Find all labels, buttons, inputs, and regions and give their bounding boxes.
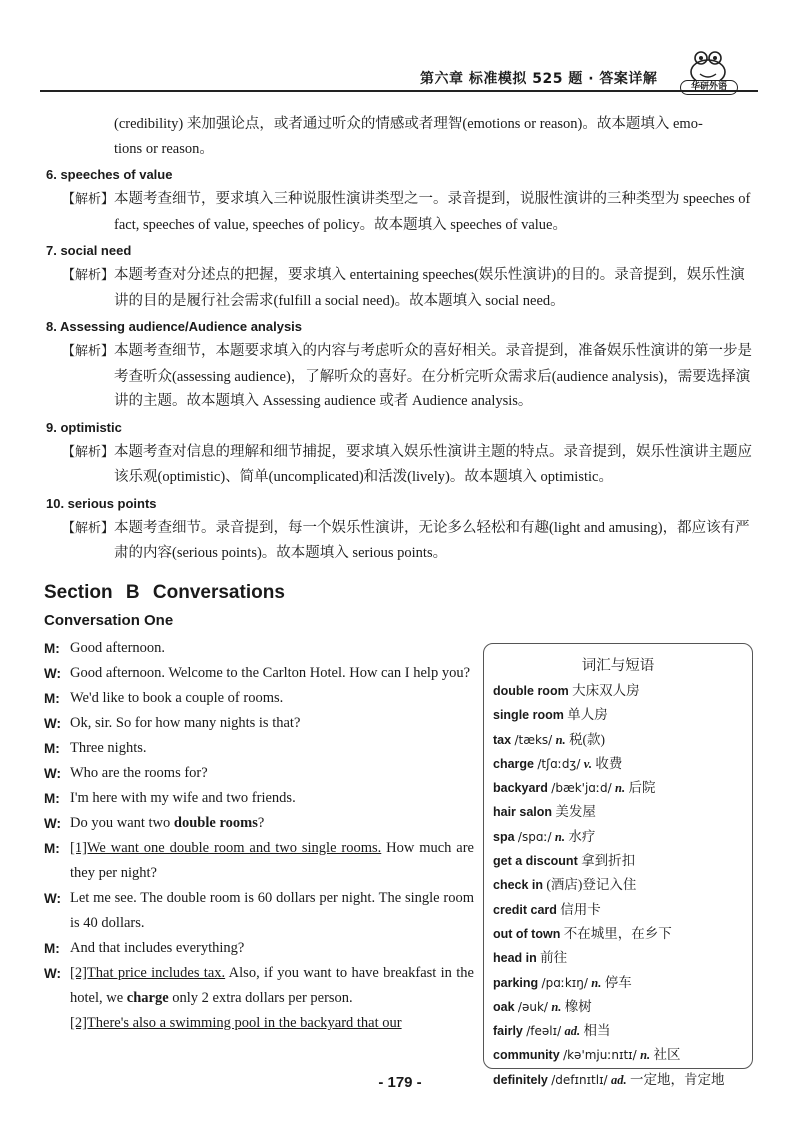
dialogue-line	[44, 686, 474, 711]
utterance: Three nights.	[70, 740, 147, 756]
vocab-word: oak	[493, 999, 515, 1014]
analysis-body: 本题考查细节，本题要求填入的内容与考虑听众的喜好相关。录音提到，准备娱乐性演讲的第一步是考查听众(assessing audience)，了解听众的喜好。在分析完听众需求后(audience analysis)，需要选择演讲的主题。故本题填入 Assessing audience 或者 Audience analysis。	[114, 343, 753, 409]
answer-title: 6. speeches of value	[46, 167, 173, 182]
vocab-pos: n.	[640, 1048, 651, 1063]
answer-item	[44, 239, 756, 313]
analysis-text	[44, 516, 756, 566]
vocab-word: spa	[493, 829, 515, 844]
conversation-transcript	[44, 636, 474, 1036]
vocab-phonetic: /defɪnɪtlɪ/	[551, 1072, 608, 1087]
vocab-word: fairly	[493, 1024, 523, 1039]
utterance: Ok, sir. So for how many nights is that?	[70, 715, 301, 731]
speaker-label: W:	[44, 666, 61, 681]
vocabulary-title: 词汇与短语	[581, 658, 655, 674]
vocab-entry	[493, 1019, 752, 1043]
vocab-entry	[493, 946, 752, 970]
intro-continuation	[44, 112, 756, 161]
logo-text: 华研外语	[680, 80, 738, 95]
analysis-text	[44, 187, 756, 237]
vocab-entry	[493, 849, 752, 873]
speaker-label: M:	[44, 691, 60, 706]
vocab-meaning: 社区	[653, 1047, 681, 1063]
intro-line-1: (credibility) 来加强论点，或者通过听众的情感或者理智(emotions or reason)。故本题填入 emo-	[114, 116, 703, 132]
dialogue-line	[44, 761, 474, 786]
analysis-body: 本题考查对信息的理解和细节捕捉，要求填入娱乐性演讲主题的特点。录音提到，娱乐性演讲主题应该乐观(optimistic)、简单(uncomplicated)和活泼(lively)。故本题填入 optimistic。	[114, 443, 753, 485]
dialogue-line	[44, 886, 474, 936]
speaker-label: W:	[44, 966, 61, 981]
dialogue-line	[44, 636, 474, 661]
vocab-meaning: 前往	[540, 950, 568, 966]
vocab-entry	[493, 995, 752, 1019]
analysis-body: 本题考查细节。录音提到，每一个娱乐性演讲，无论多么轻松和有趣(light and amusing)，都应该有严肃的内容(serious points)。故本题填入 serious points。	[114, 519, 750, 561]
vocab-meaning: 大床双人房	[572, 683, 640, 698]
vocab-entry	[493, 922, 752, 946]
answer-title: 10. serious points	[46, 495, 157, 511]
vocab-phonetic: /tʃɑːdʒ/	[537, 756, 581, 771]
utterance: Who are the rooms for?	[70, 765, 208, 781]
answer-item	[44, 416, 756, 490]
vocab-word: double room	[493, 684, 569, 698]
speaker-label	[44, 1011, 70, 1036]
header-divider	[40, 90, 758, 92]
vocab-phonetic: /əuk/	[517, 999, 548, 1014]
vocab-entry	[493, 800, 752, 824]
vocab-word: definitely	[493, 1072, 548, 1087]
vocab-word: hair salon	[493, 805, 553, 820]
answer-title: 9. optimistic	[46, 419, 122, 435]
dialogue-line	[44, 1011, 474, 1036]
vocab-entry	[493, 679, 752, 703]
vocab-meaning: 信用卡	[560, 901, 601, 917]
analysis-text	[44, 440, 756, 490]
utterance	[70, 811, 474, 836]
vocab-word: parking	[493, 975, 539, 990]
vocab-phonetic: /feəlɪ/	[526, 1024, 562, 1039]
vocab-meaning: 单人房	[567, 707, 608, 723]
analysis-tag: 【解析】	[62, 268, 115, 283]
vocab-word: credit card	[493, 902, 557, 917]
vocab-entry	[493, 873, 752, 897]
chapter-title: 第六章 标准模拟 525 题 · 答案详解	[420, 71, 658, 87]
vocab-phonetic: /bæk'jɑːd/	[551, 781, 612, 796]
vocab-entry	[493, 776, 752, 800]
vocab-meaning: 停车	[604, 974, 632, 990]
vocab-meaning: (酒店)登记入住	[546, 877, 637, 893]
vocab-entry	[493, 1043, 752, 1067]
vocab-highlight: double rooms	[173, 815, 258, 831]
vocab-pos: n.	[555, 732, 566, 747]
answer-title: 8. Assessing audience/Audience analysis	[46, 319, 303, 334]
vocab-pos: v.	[583, 756, 592, 771]
dialogue-line	[44, 736, 474, 761]
analysis-text	[44, 339, 756, 414]
utterance: Good afternoon. Welcome to the Carlton Hotel. How can I help you?	[70, 665, 471, 681]
speaker-label: M:	[44, 941, 60, 956]
vocab-entry	[493, 971, 752, 995]
vocab-word: out of town	[493, 926, 561, 941]
utterance	[70, 1011, 474, 1036]
vocab-phonetic: /tæks/	[514, 732, 553, 747]
utterance-text: only 2 extra dollars per person.	[168, 990, 353, 1006]
vocab-highlight: charge	[126, 990, 169, 1006]
vocab-meaning: 水疗	[568, 828, 596, 844]
vocab-pos: n.	[554, 829, 565, 844]
speaker-label: M:	[44, 791, 60, 806]
answer-evidence: [1]We want one double room and two single rooms.	[70, 840, 382, 856]
vocab-pos: ad.	[564, 1024, 581, 1039]
vocab-word: tax	[493, 732, 512, 747]
answer-item	[44, 315, 756, 414]
speaker-label: W:	[44, 716, 61, 731]
conversation-heading: Conversation One	[44, 612, 174, 629]
page-header	[0, 0, 800, 100]
vocabulary-box	[483, 643, 753, 1087]
speaker-label: M:	[44, 841, 60, 856]
speaker-label: M:	[44, 741, 60, 756]
vocab-phonetic: /pɑːkɪŋ/	[541, 975, 588, 990]
analysis-tag: 【解析】	[62, 192, 115, 207]
utterance-text: ?	[257, 815, 265, 831]
answer-item	[44, 163, 756, 237]
vocab-entry	[493, 752, 752, 776]
vocab-word: community	[493, 1048, 560, 1063]
dialogue-line	[44, 811, 474, 836]
speaker-label: W:	[44, 816, 61, 831]
dialogue-line	[44, 711, 474, 736]
vocab-word: check in	[493, 878, 544, 893]
vocab-meaning: 拿到折扣	[581, 853, 636, 869]
utterance: Let me see. The double room is 60 dollars per night. The single room is 40 dollars.	[70, 890, 474, 931]
dialogue-line	[44, 786, 474, 811]
vocab-meaning: 美发屋	[555, 804, 596, 820]
dialogue-line	[44, 961, 474, 1011]
analysis-tag: 【解析】	[62, 344, 115, 359]
utterance	[70, 961, 474, 1011]
speaker-label: W:	[44, 766, 61, 781]
utterance: I'm here with my wife and two friends.	[70, 790, 296, 806]
vocab-word: head in	[493, 951, 537, 966]
vocab-word: backyard	[493, 781, 548, 796]
analysis-text	[44, 263, 756, 313]
vocab-meaning: 一定地，肯定地	[629, 1071, 725, 1087]
dialogue-line	[44, 836, 474, 886]
analysis-body: 本题考查对分述点的把握，要求填入 entertaining speeches(娱乐性演讲)的目的。录音提到，娱乐性演讲的目的是履行社会需求(fulfill a social need)。故本题填入 social need。	[114, 267, 745, 309]
utterance: We'd like to book a couple of rooms.	[70, 690, 284, 706]
vocab-entry	[493, 898, 752, 922]
utterance-text: Also, if you want to have breakfast in the hotel, we	[70, 965, 474, 1006]
vocabulary-list	[484, 679, 752, 1092]
answer-item	[44, 492, 756, 566]
utterance-text: Do you want two	[70, 815, 174, 831]
answer-explanations	[44, 112, 756, 566]
speaker-label: M:	[44, 641, 60, 656]
utterance-text: How much are they per night?	[70, 840, 474, 881]
answer-title: 7. social need	[46, 243, 132, 258]
vocab-word: charge	[493, 756, 534, 771]
vocab-phonetic: /kə'mjuːnɪtɪ/	[563, 1048, 637, 1063]
analysis-tag: 【解析】	[62, 444, 115, 460]
dialogue-line	[44, 936, 474, 961]
intro-line-2: tions or reason。	[114, 140, 214, 157]
analysis-body: 本题考查细节，要求填入三种说服性演讲类型之一。录音提到，说服性演讲的三种类型为 speeches of fact, speeches of value, speeches of policy。故本题填入 speeches of value。	[114, 191, 751, 233]
speaker-label: W:	[44, 891, 61, 906]
analysis-tag: 【解析】	[62, 520, 115, 536]
answer-evidence: [2]There's also a swimming pool in the backyard that our	[70, 1015, 402, 1031]
vocab-phonetic: /spɑː/	[517, 829, 552, 844]
vocab-meaning: 税(款)	[569, 731, 606, 747]
utterance	[70, 836, 474, 886]
vocab-entry	[493, 728, 752, 752]
vocab-pos: n.	[591, 975, 602, 990]
section-heading: Section B Conversations	[44, 582, 285, 603]
vocab-word: single room	[493, 708, 564, 723]
utterance: Good afternoon.	[70, 640, 166, 656]
vocab-pos: n.	[551, 999, 562, 1014]
vocab-pos: ad.	[610, 1072, 627, 1087]
vocab-meaning: 收费	[595, 755, 623, 771]
answer-evidence: [2]That price includes tax.	[70, 965, 226, 981]
vocab-meaning: 不在城里，在乡下	[563, 925, 672, 941]
utterance: And that includes everything?	[70, 940, 245, 956]
vocab-meaning: 后院	[628, 780, 656, 796]
dialogue-line	[44, 661, 474, 686]
page-number: - 179 -	[378, 1074, 422, 1091]
vocab-entry	[493, 825, 752, 849]
vocab-word: get a discount	[493, 854, 578, 869]
vocab-entry	[493, 703, 752, 727]
vocab-meaning: 橡树	[564, 998, 592, 1014]
vocab-meaning: 相当	[583, 1023, 611, 1039]
vocab-pos: n.	[615, 781, 626, 796]
